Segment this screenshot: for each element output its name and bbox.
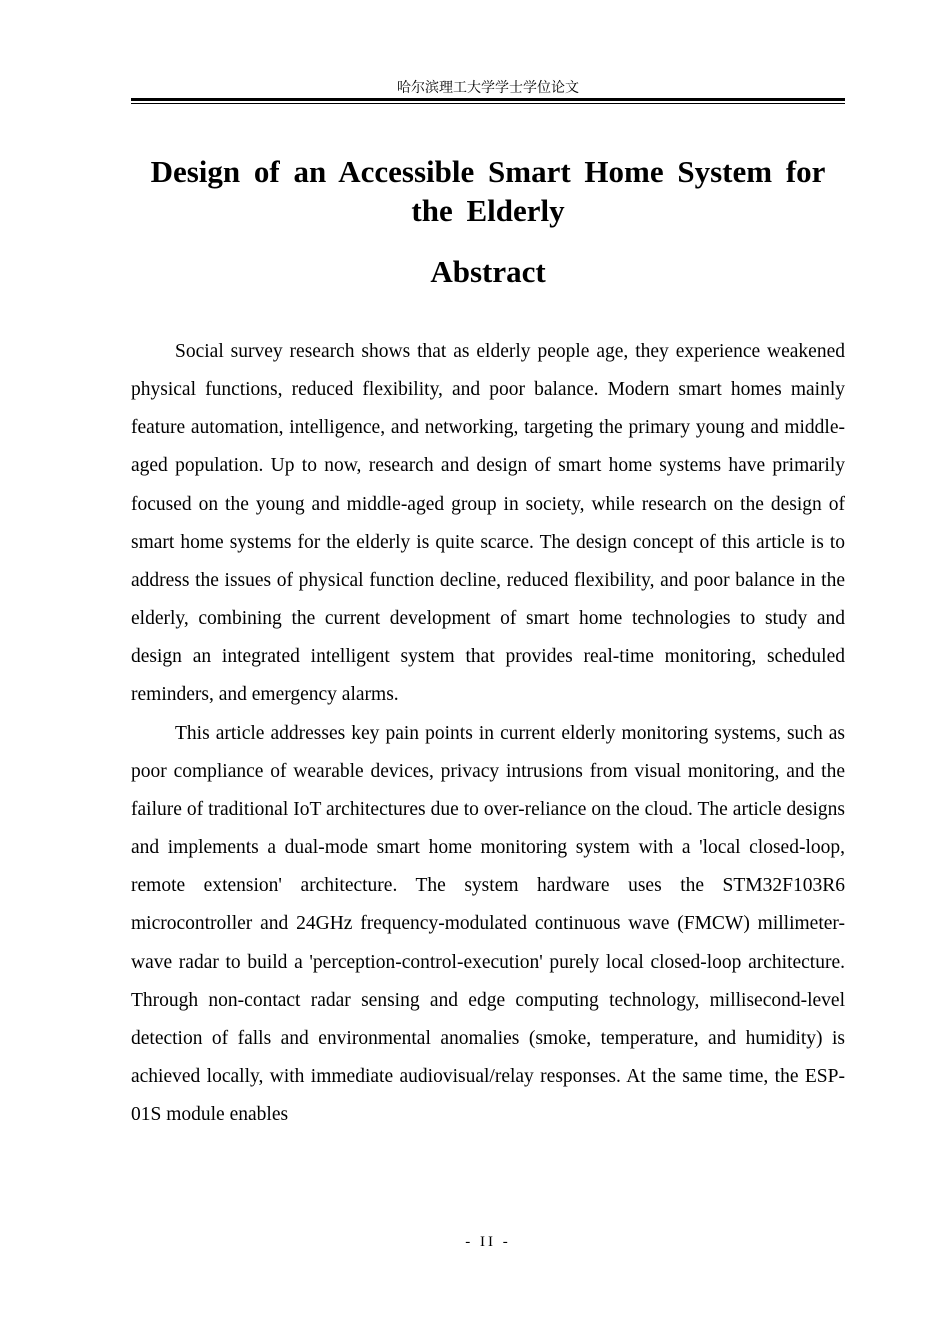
abstract-body: [131, 333, 845, 1134]
abstract-paragraph-2: This article addresses key pain points in current elderly monitoring systems, such as poor compliance of wearable devices, privacy intrusions from visual monitoring, and the failure of traditional IoT architectures due to over-reliance on the cloud. The article designs and implements a dual-mode smart home monitoring system with a 'local closed-loop, remote extension' architecture. The system hardware uses the STM32F103R6 microcontroller and 24GHz frequency-modulated continuous wave (FMCW) millimeter-wave radar to build a 'perception-control-execution' purely local closed-loop architecture. Through non-contact radar sensing and edge computing technology, millisecond-level detection of falls and environmental anomalies (smoke, temperature, and humidity) is achieved locally, with immediate audiovisual/relay responses. At the same time, the ESP-01S module enables: [131, 722, 845, 1126]
running-header: 哈尔滨理工大学学士学位论文: [397, 80, 579, 96]
header-rule-thin: [131, 103, 845, 104]
thesis-title: Design of an Accessible Smart Home System for the Elderly: [150, 154, 826, 228]
abstract-heading: Abstract: [430, 254, 546, 289]
page-number: - II -: [465, 1234, 511, 1250]
abstract-paragraph-1: Social survey research shows that as elderly people age, they experience weakened physical functions, reduced flexibility, and poor balance. Modern smart homes mainly feature automation, intelligence, and networking, targeting the primary young and middle-aged population. Up to now, research and design of smart home systems have primarily focused on the young and middle-aged group in society, while research on the design of smart home systems for the elderly is quite scarce. The design concept of this article is to address the issues of physical function decline, reduced flexibility, and poor balance in the elderly, combining the current development of smart home technologies to study and design an integrated intelligent system that provides real-time monitoring, scheduled reminders, and emergency alarms.: [131, 341, 845, 706]
header-rule-thick: [131, 98, 845, 101]
